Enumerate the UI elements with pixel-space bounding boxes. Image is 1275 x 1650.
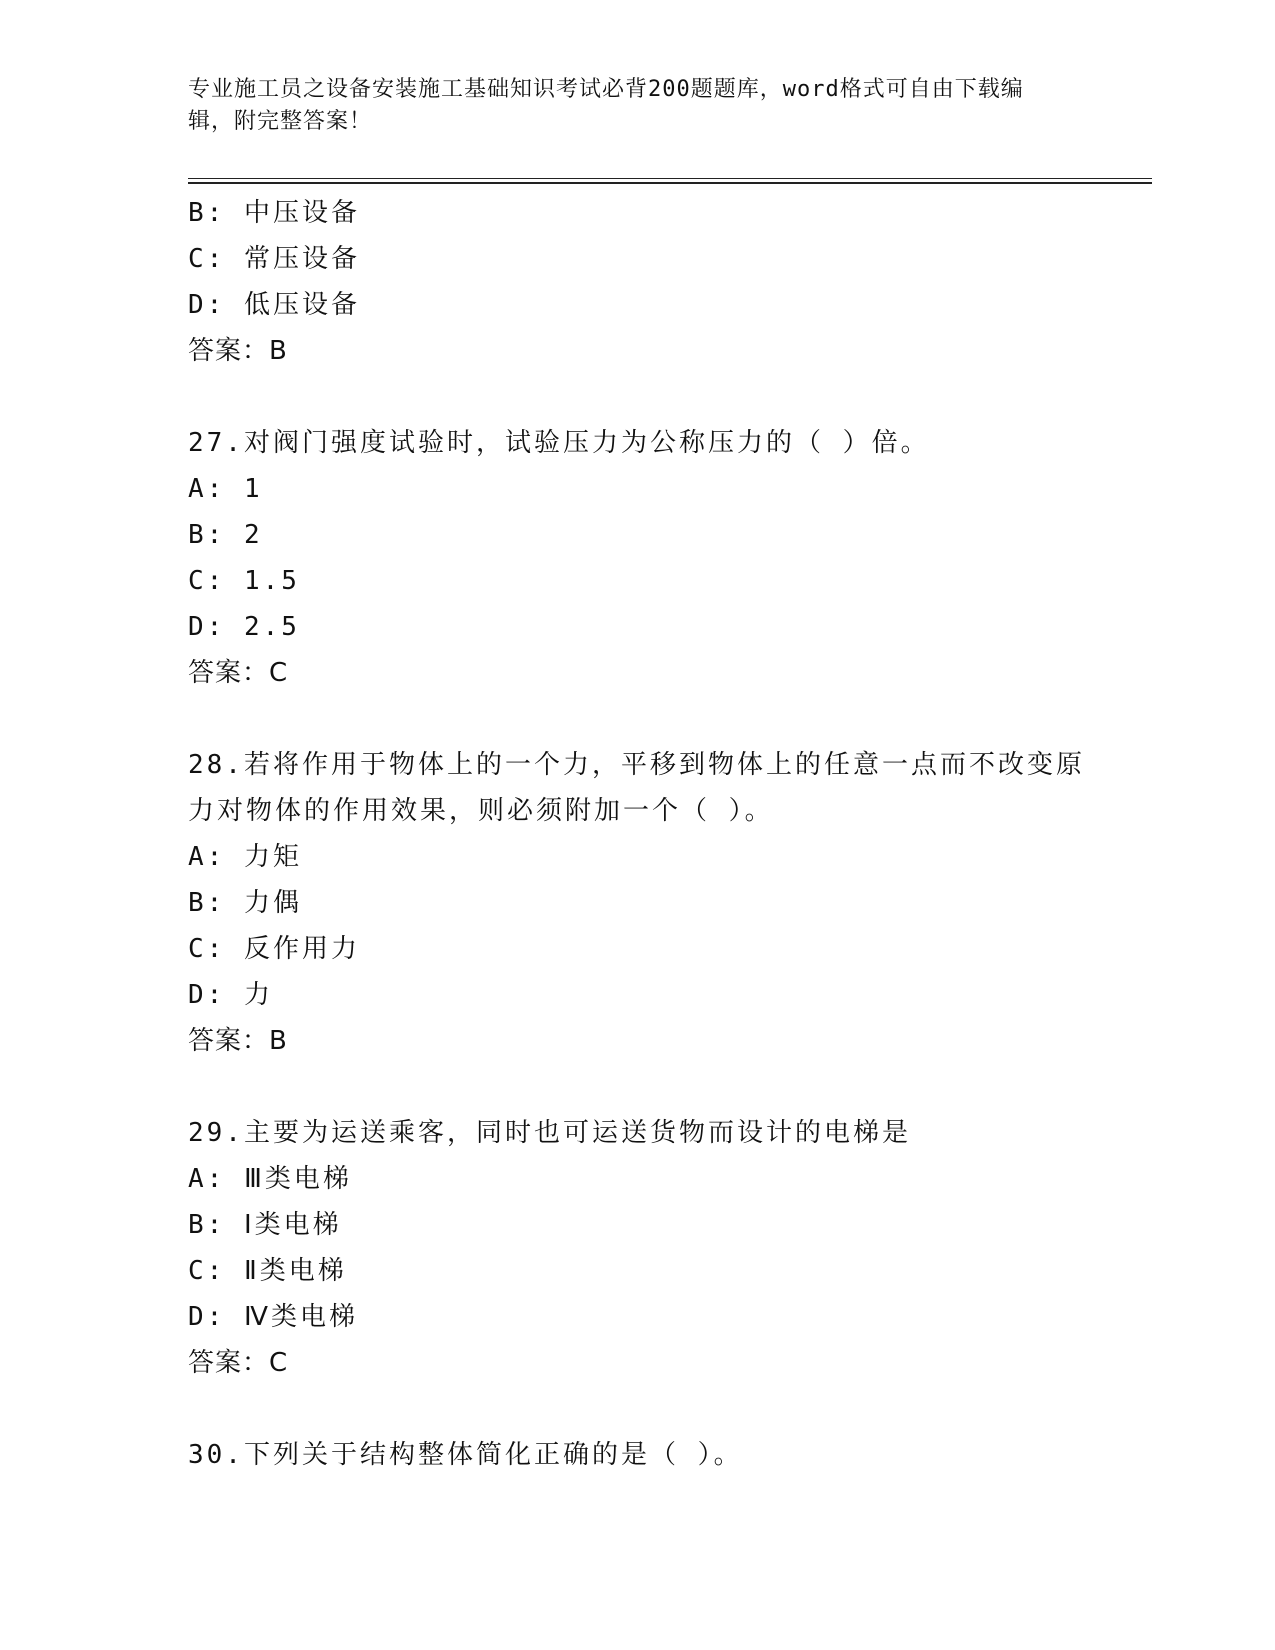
- question-30: [188, 1432, 1108, 1478]
- header-divider-thick: [188, 182, 1152, 184]
- answer-line: 答案：C: [188, 1348, 289, 1378]
- question-26-continuation: [188, 190, 1108, 374]
- option-c: C: Ⅱ类电梯: [188, 1256, 347, 1286]
- option-a: A: 1: [188, 474, 263, 504]
- question-29: [188, 1110, 1108, 1386]
- answer-line: 答案：B: [188, 1026, 288, 1056]
- question-text: 30.下列关于结构整体简化正确的是（ ）。: [188, 1440, 743, 1470]
- option-b: B: Ⅰ类电梯: [188, 1210, 342, 1240]
- question-text: 27.对阀门强度试验时，试验压力为公称压力的（ ）倍。: [188, 428, 930, 458]
- option-b: B: 中压设备: [188, 198, 360, 228]
- question-28: [188, 742, 1108, 1064]
- option-c: C: 反作用力: [188, 934, 360, 964]
- answer-line: 答案：C: [188, 658, 289, 688]
- option-d: D: 2.5: [188, 612, 300, 642]
- option-d: D: 低压设备: [188, 290, 360, 320]
- header-divider-thin: [188, 178, 1152, 179]
- question-text: 29.主要为运送乘客，同时也可运送货物而设计的电梯是: [188, 1118, 911, 1148]
- option-b: B: 2: [188, 520, 263, 550]
- option-a: A: Ⅲ类电梯: [188, 1164, 352, 1194]
- question-27: [188, 420, 1108, 696]
- option-d: D: Ⅳ类电梯: [188, 1302, 358, 1332]
- document-header: 专业施工员之设备安装施工基础知识考试必背200题题库，word格式可自由下载编辑，附完整答案！: [188, 77, 1024, 134]
- option-c: C: 常压设备: [188, 244, 360, 274]
- option-d: D: 力: [188, 980, 273, 1010]
- option-b: B: 力偶: [188, 888, 302, 918]
- answer-line: 答案：B: [188, 336, 288, 366]
- question-text: 28.若将作用于物体上的一个力，平移到物体上的任意一点而不改变原力对物体的作用效果，则必须附加一个（ ）。: [188, 750, 1085, 826]
- question-content: [188, 190, 1108, 1478]
- option-c: C: 1.5: [188, 566, 300, 596]
- option-a: A: 力矩: [188, 842, 302, 872]
